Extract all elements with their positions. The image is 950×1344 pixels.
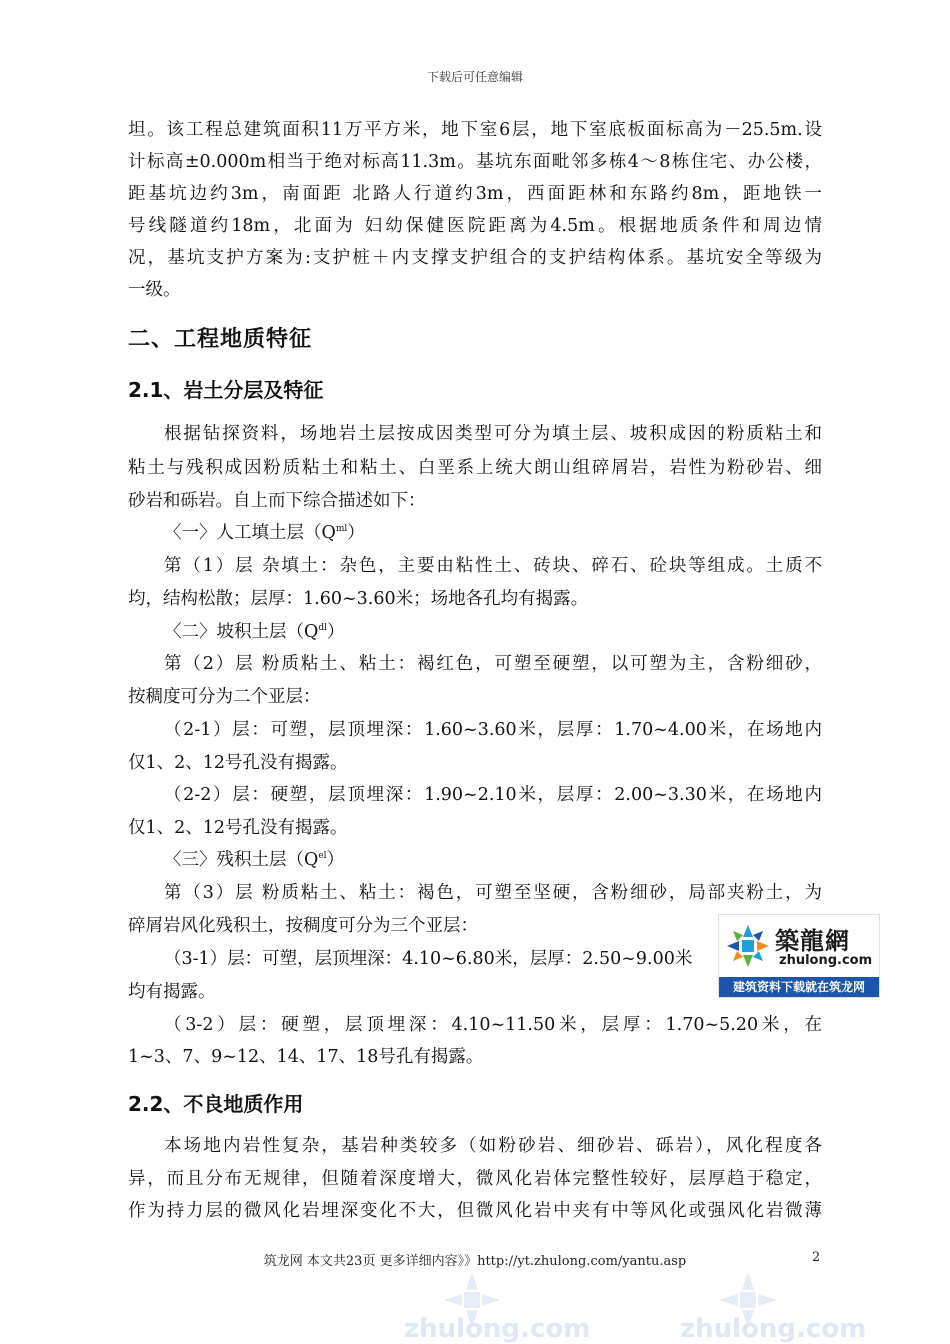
watermark-text: zhulong.com	[680, 1314, 867, 1344]
intro-line: 一级。	[128, 280, 181, 300]
page-footer: 筑龙网 本文共23页 更多详细内容》》http://yt.zhulong.com/yantu.asp	[263, 1254, 687, 1269]
sublayer-description: 均有揭露。	[128, 982, 216, 1002]
zhulong-logo	[718, 914, 880, 998]
sublayer-description: 1~3、7、9~12、14、17、18号孔有揭露。	[128, 1047, 484, 1067]
sublayer-description: 仅1、2、12号孔没有揭露。	[128, 818, 348, 838]
zhulong-snowflake-icon	[725, 923, 771, 969]
subsection-heading: 2.2、不良地质作用	[128, 1092, 304, 1116]
layer-description: 第（1）层 杂填土：杂色，主要由粘性土、砖块、碎石、砼块等组成。土质不	[164, 556, 822, 576]
sublayer-description: 仅1、2、12号孔没有揭露。	[128, 753, 348, 773]
paragraph-line: 本场地内岩性复杂，基岩种类较多（如粉砂岩、细砂岩、砾岩），风化程度各	[164, 1136, 822, 1156]
layer-description: 按稠度可分为二个亚层：	[128, 687, 321, 707]
layer-heading: 〈二〉坡积土层$(Q^{dl})$	[164, 622, 345, 642]
sublayer-description: （3-1）层：可塑，层顶埋深：4.10~6.80米，层厚：2.50~9.00米	[164, 949, 693, 969]
sublayer-description: （2-1）层：可塑，层顶埋深：1.60~3.60米，层厚：1.70~4.00米，在场地内	[164, 720, 822, 740]
intro-line: 况，基坑支护方案为:支护桩＋内支撑支护组合的支护结构体系。基坑安全等级为	[128, 248, 822, 268]
layer-heading: 〈一〉人工填土层$(Q^{ml})$	[164, 523, 365, 543]
paragraph-line: 粘土与残积成因粉质粘土和粘土、白垩系上统大朗山组碎屑岩，岩性为粉砂岩、细	[128, 458, 822, 478]
watermark-text: zhulong.com	[404, 1314, 591, 1344]
header-note: 下载后可任意编辑	[426, 70, 523, 84]
subsection-heading: 2.1、岩土分层及特征	[128, 378, 324, 402]
layer-heading: 〈三〉残积土层$(Q^{el})$	[164, 850, 345, 870]
intro-line: 坦。该工程总建筑面积11万平方米，地下室6层，地下室底板面标高为－25.5m.设	[128, 120, 822, 140]
logo-domain: zhulong.com	[779, 953, 873, 968]
intro-line: 距基坑边约3m，南面距 北路人行道约3m，西面距林和东路约8m，距地铁一	[128, 184, 822, 204]
layer-description: 第（2）层 粉质粘土、粘土：褐红色，可塑至硬塑，以可塑为主，含粉细砂，	[164, 654, 822, 674]
paragraph-line: 根据钻探资料，场地岩土层按成因类型可分为填土层、坡积成因的粉质粘土和	[164, 424, 822, 444]
paragraph-line: 异，而且分布无规律，但随着深度增大，微风化岩体完整性较好，层厚趋于稳定，	[128, 1169, 822, 1189]
page-number: 2	[812, 1250, 821, 1265]
logo-slogan: 建筑资料下载就在筑龙网	[719, 977, 879, 997]
paragraph-line: 砂岩和砾岩。自上而下综合描述如下：	[128, 491, 426, 511]
section-heading: 二、工程地质特征	[128, 327, 313, 352]
sublayer-description: （2-2）层：硬塑，层顶埋深：1.90~2.10米，层厚：2.00~3.30米，在场地内	[164, 785, 822, 805]
layer-description: 第（3）层 粉质粘土、粘土：褐色，可塑至坚硬，含粉细砂，局部夹粉土，为	[164, 883, 822, 903]
intro-line: 号线隧道约18m，北面为 妇幼保健医院距离为4.5m。根据地质条件和周边情	[128, 216, 822, 236]
logo-chinese-name: 築龍網	[775, 926, 850, 955]
paragraph-line: 作为持力层的微风化岩埋深变化不大，但微风化岩中夹有中等风化或强风化岩微薄	[128, 1201, 822, 1221]
layer-description: 碎屑岩风化残积土，按稠度可分为三个亚层：	[128, 916, 478, 936]
sublayer-description: （3-2）层：硬塑，层顶埋深：4.10~11.50米，层厚：1.70~5.20米，在	[164, 1015, 822, 1035]
layer-description: 均，结构松散；层厚：1.60~3.60米；场地各孔均有揭露。	[128, 589, 589, 609]
intro-line: 计标高±0.000m相当于绝对标高11.3m。基坑东面毗邻多栋4～8栋住宅、办公楼，	[128, 152, 822, 172]
